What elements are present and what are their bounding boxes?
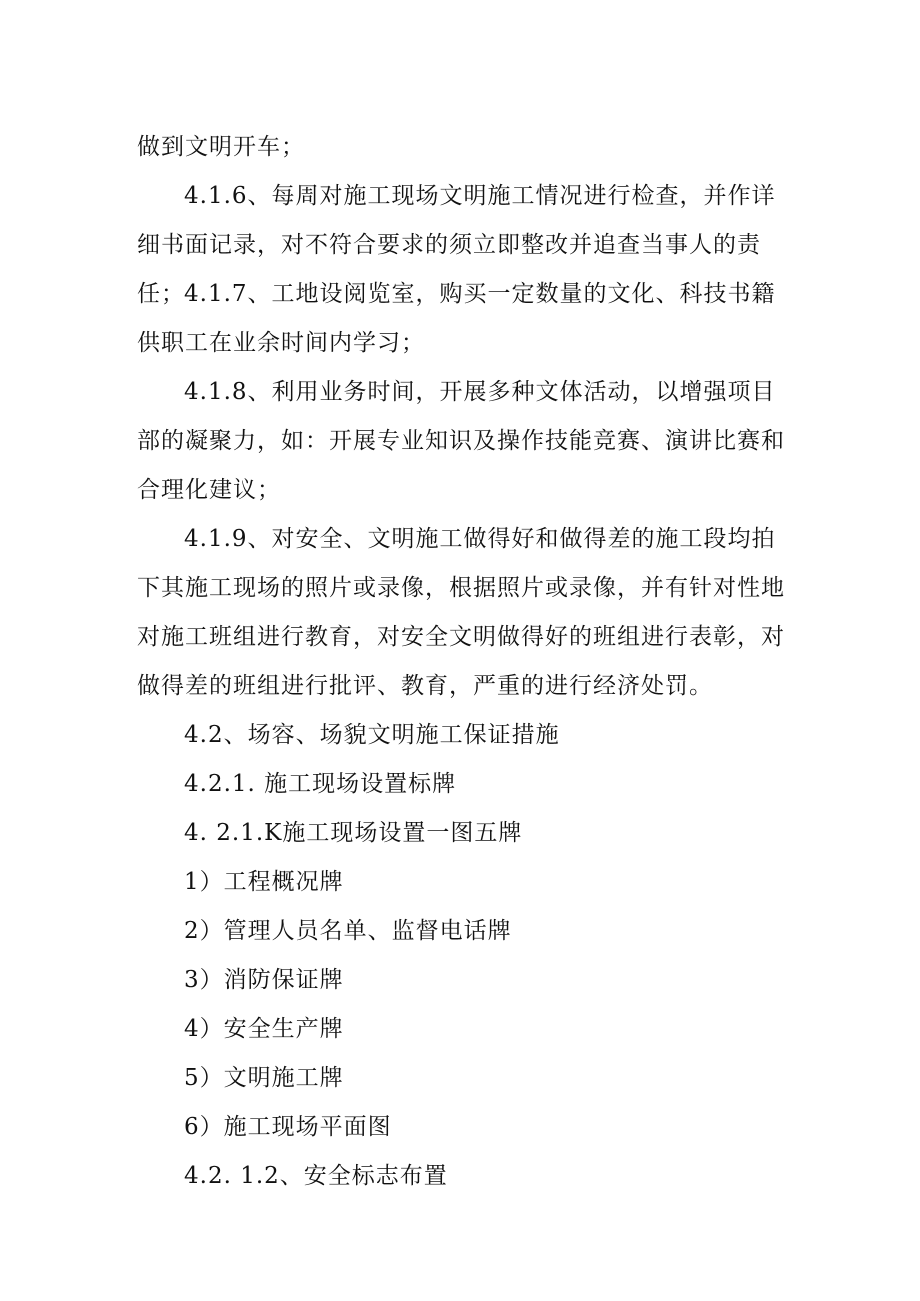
paragraph-4-1-9: 4.1.9、对安全、文明施工做得好和做得差的施工段均拍下其施工现场的照片或录像，根据照片或录像，并有针对性地对施工班组进行教育，对安全文明做得好的班组进行表彰，对做得差的班组进行批评、教育，严重的进行经济处罚。: [137, 526, 785, 699]
section-heading-4-2-1: 4.2.1. 施工现场设置标牌: [184, 771, 457, 797]
paragraph-4-1-7: 4.1.7、工地设阅览室，购买一定数量的文化、科技书籍供职工在业余时间内学习；: [137, 281, 776, 356]
section-heading-4-2-1-1: 4. 2.1.K施工现场设置一图五牌: [184, 820, 523, 846]
section-heading-4-2: 4.2、场容、场貌文明施工保证措施: [184, 722, 560, 748]
list-item: 1）工程概况牌: [184, 869, 344, 895]
list-item: 4）安全生产牌: [184, 1016, 344, 1042]
paragraph-continuation: 做到文明开车；: [137, 134, 305, 160]
list-item: 2）管理人员名单、监督电话牌: [184, 918, 512, 944]
paragraph-4-1-8: 4.1.8、利用业务时间，开展多种文体活动，以增强项目部的凝聚力，如：开展专业知识及操作技能竞赛、演讲比赛和合理化建议；: [137, 379, 785, 503]
list-item: 5）文明施工牌: [184, 1065, 344, 1091]
list-item: 6）施工现场平面图: [184, 1114, 392, 1140]
paragraph-4-1-6: 4.1.6、每周对施工现场文明施工情况进行检查，并作详细书面记录，对不符合要求的须立即整改并追查当事人的责任；: [137, 183, 776, 307]
section-heading-4-2-1-2: 4.2. 1.2、安全标志布置: [184, 1163, 448, 1189]
list-item: 3）消防保证牌: [184, 967, 344, 993]
